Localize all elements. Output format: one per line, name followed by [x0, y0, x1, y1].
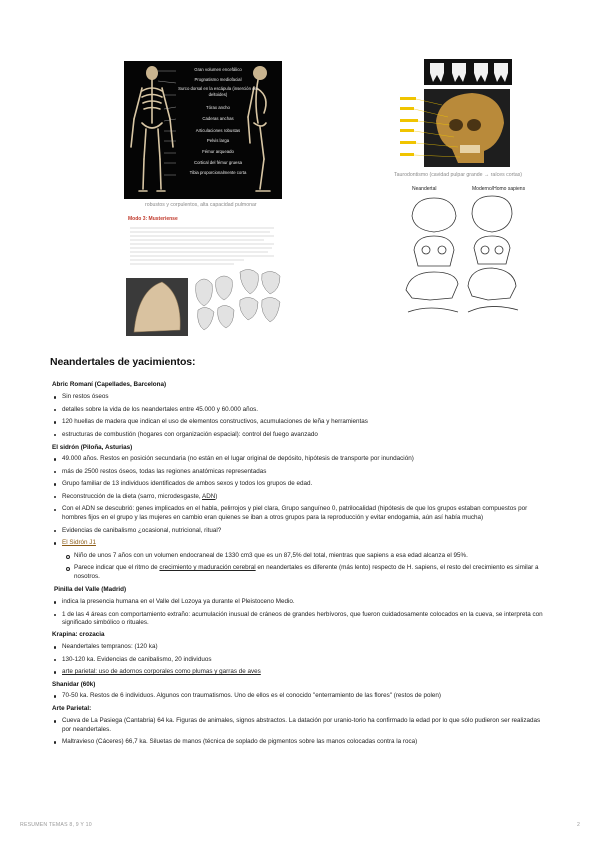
skull-caption: Taurodontismo (cavidad pulpar grande → raíces cortas) — [394, 172, 523, 178]
list-item: Cueva de La Pasiega (Cantabria) 64 ka. Figuras de animales, signos abstractos. La datación por uranio-torio ha confirmado la edad por lo que sólo pudieron ser realizadas por neandertales. — [52, 717, 548, 734]
list-item: 70-50 ka. Restos de 6 individuos. Algunos con traumatismos. Uno de ellos es el conocido "enterramiento de las flores" (restos de polen) — [52, 692, 548, 701]
list-item: 49.000 años. Restos en posición secundaria (no están en el lugar original de depósito, hipótesis de transporte por inundación) — [52, 455, 548, 464]
sub-list-item — [52, 564, 548, 581]
skeleton-label: Articulaciones robustas — [195, 128, 241, 133]
list-item: estructuras de combustión (hogares con organización espacial): control del fuego avanzado — [52, 431, 548, 440]
comparison-figure — [400, 186, 526, 322]
close-paren: ) — [215, 492, 218, 500]
sub-text: Parece indicar que el ritmo de — [74, 564, 160, 572]
section-list — [52, 598, 548, 628]
tools-figure — [124, 214, 284, 338]
list-item: Sin restos óseos — [52, 393, 548, 402]
tools-illustration — [124, 214, 284, 338]
section-title: Shanidar (60k) — [52, 681, 96, 688]
list-item: 1 de las 4 áreas con comportamiento extraño: acumulación inusual de cráneos de grandes herbívoros, que fueron cuidadosamente colocados en la cueva, se interpreta con significado simbólico o rituales. — [52, 611, 548, 628]
list-item: Evidencias de canibalismo ¿ocasional, nutricional, ritual? — [52, 527, 548, 536]
section-list — [52, 717, 548, 747]
skeleton-label: Fémur arqueado — [202, 149, 234, 154]
skeleton-label: Surco dorsal en la escápula (inserción del deltoides) — [178, 86, 258, 97]
list-item: arte parietal: uso de adornos corporales como plumas y garras de aves — [52, 668, 548, 677]
list-item: indica la presencia humana en el Valle del Lozoya ya durante el Pleistoceno Medio. — [52, 598, 548, 607]
page-number: 2 — [577, 822, 580, 828]
list-item: Maltravieso (Cáceres) 66,7 ka. Siluetas de manos (técnica de soplado de pigmentos sobre las manos colocadas contra la roca) — [52, 738, 548, 747]
skeleton-figure — [124, 61, 282, 199]
sidron-j1-link[interactable]: El Sidrón J1 — [62, 539, 96, 547]
section-list — [52, 393, 548, 439]
diet-text: Reconstrucción de la dieta (sarro, microdesgaste, — [62, 492, 202, 500]
list-item: Grupo familiar de 13 individuos identificados de ambos sexos y todos los grupos de edad. — [52, 480, 548, 489]
list-item — [52, 493, 548, 502]
sub-list-item: Niño de unos 7 años con un volumen endocraneal de 1330 cm3 que es un 87,5% del total, mientras que sapiens a esa edad alcanza el 95%. — [52, 552, 548, 561]
skeleton-label: Cortical del fémur gruesa — [193, 160, 242, 165]
comparison-label-neandertal: Neandertal — [412, 186, 437, 192]
list-item: detalles sobre la vida de los neandertales entre 45.000 y 60.000 años. — [52, 406, 548, 415]
list-item-toggle[interactable] — [52, 539, 548, 548]
skeleton-label: Pelvis larga — [206, 138, 230, 143]
skeleton-labels — [178, 67, 258, 176]
skeleton-label: Tórax ancho — [206, 105, 230, 110]
comparison-illustration — [400, 194, 526, 322]
sub-text: en neandertales es diferente (más lento) respecto de H. sapiens, el resto del crecimiento es similar a nosotros. — [74, 564, 539, 580]
section-list — [52, 692, 548, 701]
list-item: Neandertales tempranos: (120 ka) — [52, 643, 548, 652]
section-title: Abric Romaní (Capellades, Barcelona) — [52, 381, 167, 388]
tools-title: Modo 3: Musteriense — [128, 216, 178, 222]
list-item: 120 huellas de madera que indican el uso de elementos constructivos, acumulaciones de leña y herramientas — [52, 418, 548, 427]
section-title: El sidrón (Piloña, Asturias) — [52, 444, 133, 451]
page-heading: Neandertales de yacimientos: — [50, 356, 196, 368]
skeleton-caption: robustos y corpulentos, alta capacidad pulmonar — [145, 202, 257, 208]
teeth-skull-illustration — [398, 59, 512, 169]
list-item: más de 2500 restos óseos, todas las regiones anatómicas representadas — [52, 468, 548, 477]
section-title: Arte Parietal: — [52, 705, 92, 712]
footer-title: RESUMEN TEMAS 8, 9 Y 10 — [20, 822, 92, 828]
list-item: Con el ADN se descubrió: genes implicados en el habla, pelirrojos y piel clara, Grupo sanguíneo 0, patrilocalidad (hipótesis de que los grupos estaban compuestos por hombres fijos en el grupo y las mujeres en cambio eran quienes se iban a otros grupos para la reproducción y evitar endogamia, aún así había mucha) — [52, 505, 548, 522]
list-item: 130-120 ka. Evidencias de canibalismo, 20 individuos — [52, 656, 548, 665]
skeleton-label: Caderas anchas — [202, 116, 234, 121]
brain-growth-link[interactable]: crecimiento y maduración cerebral — [159, 564, 256, 572]
section-title: Krapina: crozacia — [52, 631, 105, 638]
comparison-label-sapiens: Moderno/Homo sapiens — [472, 186, 526, 192]
section-title: Pinilla del Valle (Madrid) — [54, 586, 127, 593]
section-list — [52, 455, 548, 582]
skeleton-label: Prognatismo mediofacial — [194, 77, 242, 82]
skeleton-label: Gran volumen encefálico — [194, 67, 242, 72]
skeleton-label: Tibia proporcionalmente corta — [189, 170, 247, 175]
dna-link[interactable]: ADN — [202, 492, 216, 500]
section-list — [52, 643, 548, 677]
teeth-skull-figure — [398, 59, 512, 169]
